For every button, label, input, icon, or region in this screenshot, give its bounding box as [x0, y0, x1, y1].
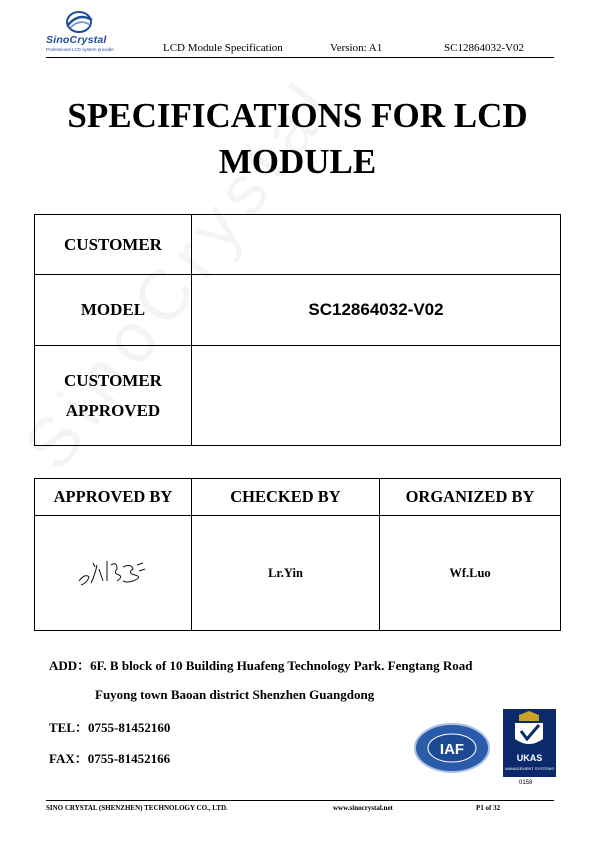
table-row	[35, 215, 561, 275]
handwritten-signature	[73, 551, 153, 591]
organizer-name: Wf.Luo	[380, 516, 561, 631]
organized-by-header: ORGANIZED BY	[380, 479, 561, 516]
header-version: Version: A1	[330, 42, 383, 54]
customer-approved-label-line-1: CUSTOMER	[64, 370, 162, 390]
ukas-logo-icon	[503, 709, 556, 777]
footer-page-number: P1 of 32	[476, 804, 501, 812]
ukas-logo-text: UKAS	[516, 753, 543, 763]
fax: FAX：0755-81452166	[49, 751, 171, 766]
approver-signature-cell	[35, 516, 192, 631]
customer-label: CUSTOMER	[35, 215, 192, 275]
customer-info-table	[34, 214, 561, 446]
header-doc-code: SC12864032-V02	[444, 42, 525, 54]
logo-tagline: Professional LCD system provider	[46, 47, 115, 52]
title-line-2: MODULE	[218, 142, 377, 181]
table-row	[35, 516, 561, 631]
model-label: MODEL	[35, 275, 192, 346]
table-row	[35, 479, 561, 516]
approved-by-header: APPROVED BY	[35, 479, 192, 516]
ukas-logo-subtext: MANAGEMENT SYSTEMS	[505, 766, 554, 771]
ukas-certification-logo	[503, 709, 556, 777]
header-divider	[46, 57, 554, 58]
iaf-logo-text: IAF	[439, 741, 465, 758]
customer-approved-label	[35, 346, 192, 446]
footer-divider	[46, 800, 554, 801]
model-value: SC12864032-V02	[192, 275, 561, 346]
logo-brand-text: SinoCrystal	[46, 34, 107, 46]
table-row	[35, 346, 561, 446]
address-line-1: ADD：6F. B block of 10 Building Huafeng Technology Park. Fengtang Road	[49, 658, 473, 673]
header-doc-name: LCD Module Specification	[163, 42, 283, 54]
table-row	[35, 275, 561, 346]
iaf-logo-icon	[413, 722, 491, 774]
footer-company: SINO CRYSTAL (SHENZHEN) TECHNOLOGY CO., LTD.	[46, 804, 228, 812]
checker-name: Lr.Yin	[192, 516, 380, 631]
address-line-2: Fuyong town Baoan district Shenzhen Guangdong	[95, 687, 375, 702]
telephone: TEL：0755-81452160	[49, 720, 171, 735]
ukas-number: 0158	[519, 780, 533, 786]
title-line-1: SPECIFICATIONS FOR LCD	[67, 96, 528, 135]
footer-website[interactable]: www.sinocrystal.net	[333, 804, 393, 812]
approval-table	[34, 478, 561, 631]
customer-value	[192, 215, 561, 275]
iaf-certification-logo	[413, 722, 491, 774]
customer-approved-value	[192, 346, 561, 446]
customer-approved-label-line-2: APPROVED	[65, 400, 161, 420]
checked-by-header: CHECKED BY	[192, 479, 380, 516]
page-title	[0, 93, 595, 185]
